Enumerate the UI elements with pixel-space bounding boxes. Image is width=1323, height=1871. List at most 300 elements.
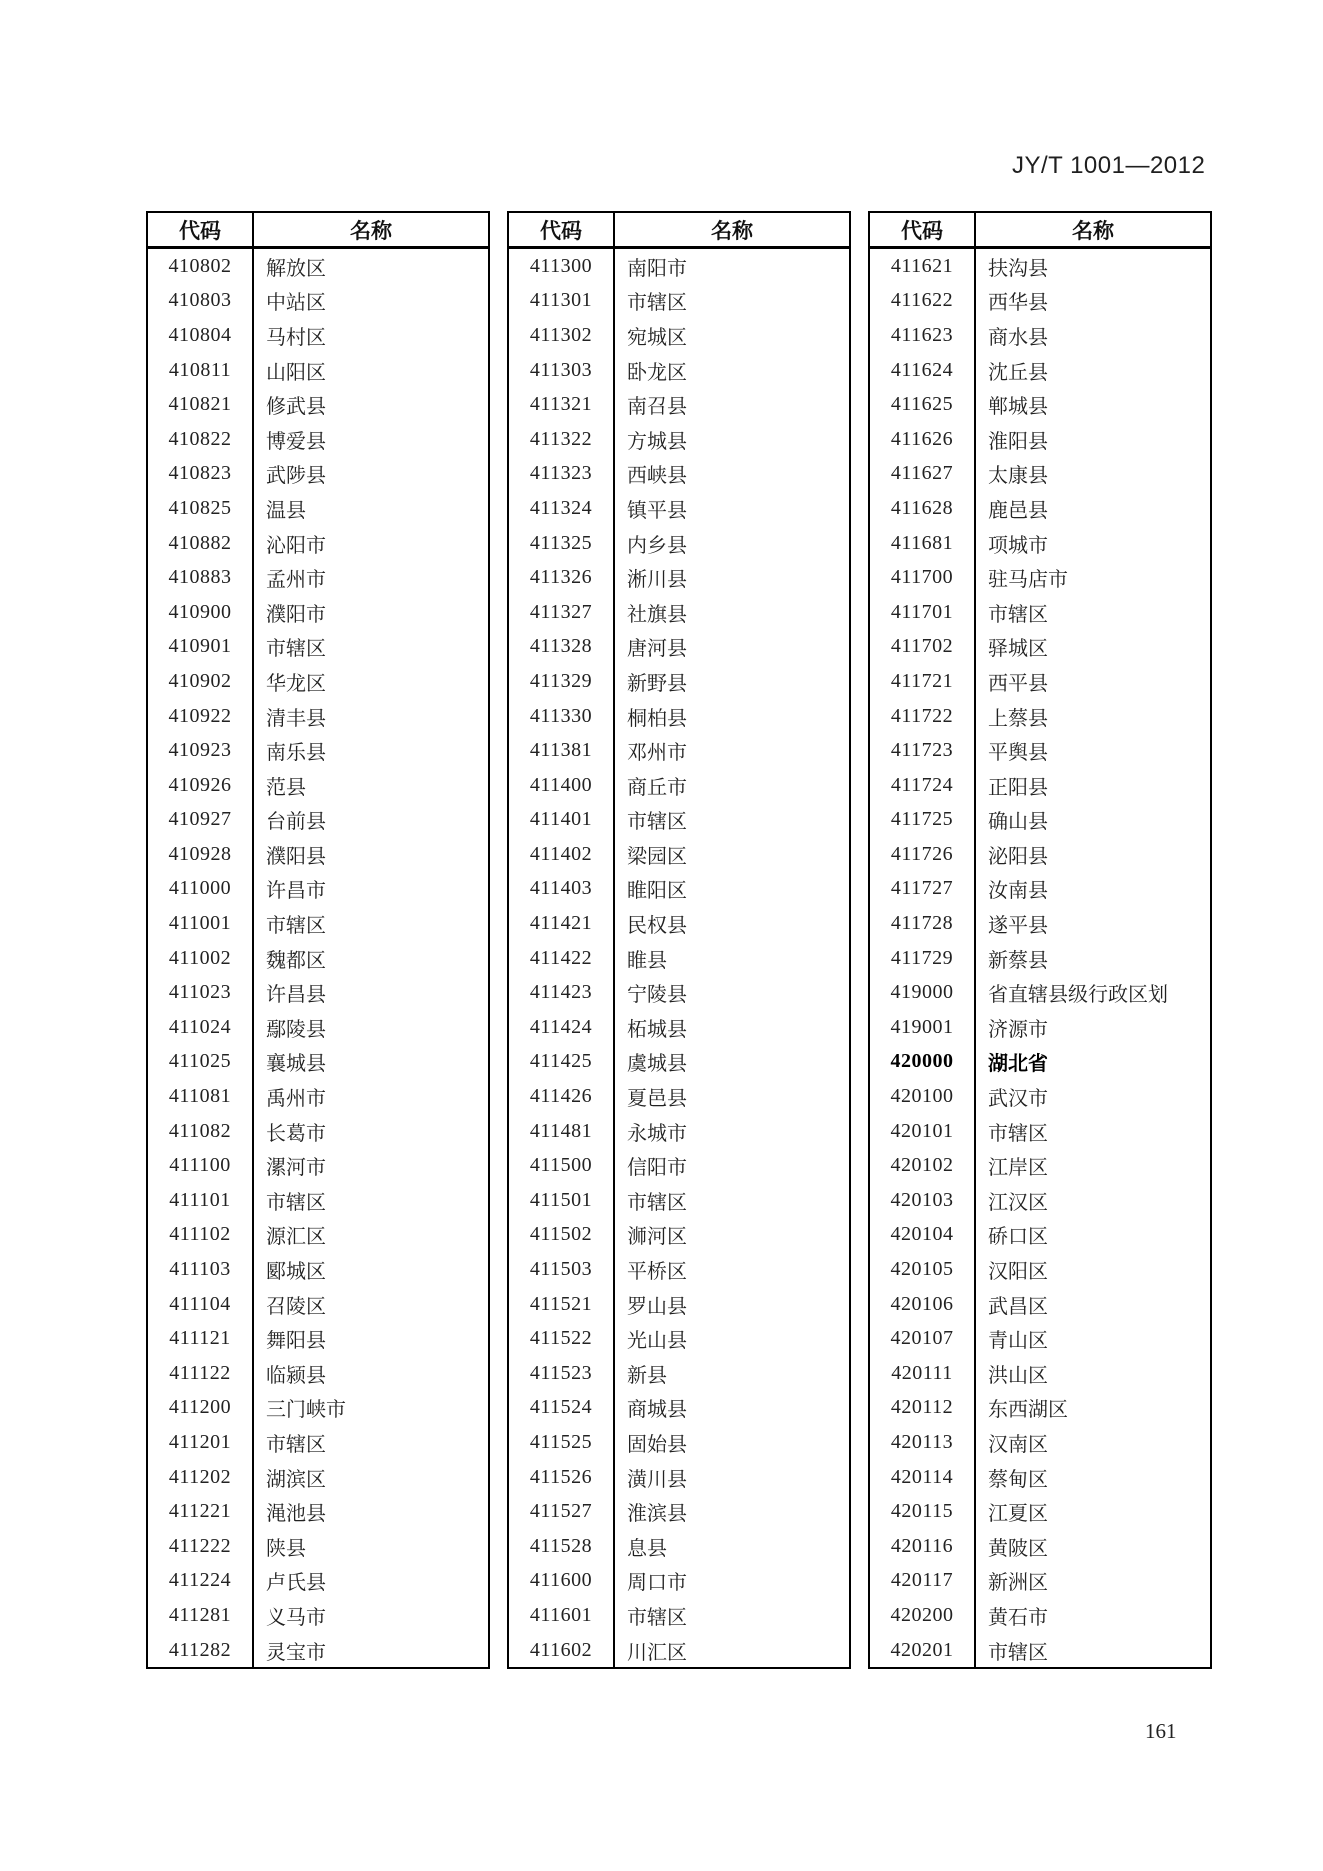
row-name: 灵宝市 [266,1641,326,1664]
row-name: 桐柏县 [627,707,687,730]
row-name: 许昌市 [266,880,326,903]
row-code: 420200 [870,1598,976,1633]
table-row [509,1183,849,1218]
table-header-row [148,213,488,249]
row-name: 新县 [627,1364,667,1387]
table-row [509,1010,849,1045]
row-code: 420105 [870,1252,976,1287]
row-code: 411502 [509,1218,615,1253]
row-code: 410927 [148,803,254,838]
row-name: 山阳区 [266,361,326,384]
table-row [509,1633,849,1668]
table-row [148,1425,488,1460]
table-row [148,1321,488,1356]
row-code: 411727 [870,872,976,907]
row-name: 市辖区 [988,1641,1048,1664]
row-name: 息县 [627,1537,667,1560]
row-code: 410882 [148,526,254,561]
row-name: 平桥区 [627,1261,687,1284]
table-body [870,249,1210,1667]
name-column-header: 名称 [350,219,392,243]
row-code: 411403 [509,872,615,907]
row-code: 411323 [509,457,615,492]
row-name: 罗山县 [627,1295,687,1318]
row-name: 平舆县 [988,742,1048,765]
table-row [870,1148,1210,1183]
table-row [509,733,849,768]
code-table-3 [868,211,1212,1669]
row-name: 固始县 [627,1433,687,1456]
page-number: 161 [1145,1719,1177,1743]
table-row [870,1079,1210,1114]
table-row [870,1564,1210,1599]
table-row [509,1287,849,1322]
table-row [870,1321,1210,1356]
row-name: 方城县 [627,430,687,453]
row-name: 卧龙区 [627,361,687,384]
row-code: 411100 [148,1148,254,1183]
name-column-header: 名称 [1072,219,1114,243]
row-name: 新野县 [627,672,687,695]
row-name: 虞城县 [627,1053,687,1076]
table-row [870,872,1210,907]
table-row [870,1425,1210,1460]
row-name: 濮阳市 [266,603,326,626]
code-column-header: 代码 [870,213,976,246]
row-name: 蔡甸区 [988,1468,1048,1491]
row-code: 411423 [509,975,615,1010]
row-code: 420102 [870,1148,976,1183]
table-row [509,457,849,492]
row-name: 漯河市 [266,1157,326,1180]
row-name: 源汇区 [266,1226,326,1249]
row-name: 汉阳区 [988,1261,1048,1284]
table-row [509,284,849,319]
row-code: 410803 [148,284,254,319]
row-name: 台前县 [266,811,326,834]
row-code: 411503 [509,1252,615,1287]
row-code: 411381 [509,733,615,768]
table-row [148,353,488,388]
row-name: 修武县 [266,396,326,419]
table-row [870,768,1210,803]
row-name: 上蔡县 [988,707,1048,730]
table-row [148,422,488,457]
row-name: 汉南区 [988,1433,1048,1456]
table-row [870,1045,1210,1080]
row-code: 411102 [148,1218,254,1253]
row-name: 市辖区 [627,292,687,315]
row-code: 411728 [870,906,976,941]
row-name: 孟州市 [266,569,326,592]
row-name: 柘城县 [627,1018,687,1041]
code-table-1 [146,211,490,1669]
row-code: 410928 [148,837,254,872]
table-row [870,284,1210,319]
row-name: 马村区 [266,326,326,349]
table-row [870,1183,1210,1218]
row-code: 411624 [870,353,976,388]
table-row [509,1252,849,1287]
row-name: 社旗县 [627,603,687,626]
table-row [148,941,488,976]
table-row [148,1148,488,1183]
row-code: 411103 [148,1252,254,1287]
row-name: 宛城区 [627,326,687,349]
row-code: 411300 [509,249,615,284]
table-row [148,595,488,630]
table-row [148,906,488,941]
row-code: 420100 [870,1079,976,1114]
row-code: 411122 [148,1356,254,1391]
table-row [509,872,849,907]
row-code: 410802 [148,249,254,284]
row-name: 南乐县 [266,742,326,765]
table-row [870,595,1210,630]
row-name: 召陵区 [266,1295,326,1318]
row-code: 410901 [148,630,254,665]
row-code: 411602 [509,1633,615,1668]
table-row [870,1010,1210,1045]
row-name: 卢氏县 [266,1572,326,1595]
row-name: 睢县 [627,949,667,972]
row-code: 411523 [509,1356,615,1391]
table-row [148,1598,488,1633]
row-code: 411303 [509,353,615,388]
table-row [148,560,488,595]
table-row [509,1425,849,1460]
table-row [148,1183,488,1218]
row-name: 商水县 [988,326,1048,349]
table-row [870,1460,1210,1495]
row-name: 遂平县 [988,915,1048,938]
row-code: 411224 [148,1564,254,1599]
row-code: 420104 [870,1218,976,1253]
row-code: 411426 [509,1079,615,1114]
row-name: 濮阳县 [266,845,326,868]
row-code: 411527 [509,1494,615,1529]
row-code: 411729 [870,941,976,976]
row-code: 411425 [509,1045,615,1080]
row-name: 东西湖区 [988,1399,1068,1422]
row-name: 沁阳市 [266,534,326,557]
row-name: 市辖区 [266,1191,326,1214]
table-row [870,1598,1210,1633]
row-code: 420106 [870,1287,976,1322]
row-code: 411221 [148,1494,254,1529]
table-row [148,1252,488,1287]
row-name: 临颍县 [266,1364,326,1387]
table-row [148,1564,488,1599]
row-name: 舞阳县 [266,1330,326,1353]
row-name: 禹州市 [266,1088,326,1111]
row-name: 市辖区 [627,1606,687,1629]
row-code: 411601 [509,1598,615,1633]
row-code: 411082 [148,1114,254,1149]
row-name: 湖滨区 [266,1468,326,1491]
table-row [870,1529,1210,1564]
table-row [509,1494,849,1529]
table-row [148,387,488,422]
row-code: 411222 [148,1529,254,1564]
table-row [509,975,849,1010]
row-name: 华龙区 [266,672,326,695]
row-name: 江岸区 [988,1157,1048,1180]
standard-number: JY/T 1001—2012 [1012,152,1206,179]
table-row [148,1460,488,1495]
row-code: 411325 [509,526,615,561]
row-name: 市辖区 [988,603,1048,626]
table-row [509,906,849,941]
table-row [148,491,488,526]
row-name: 范县 [266,776,306,799]
row-name: 镇平县 [627,499,687,522]
table-row [509,560,849,595]
table-row [870,837,1210,872]
row-name: 鄢陵县 [266,1018,326,1041]
row-name: 永城市 [627,1122,687,1145]
row-name: 鹿邑县 [988,499,1048,522]
row-name: 武昌区 [988,1295,1048,1318]
table-row [509,699,849,734]
row-code: 420107 [870,1321,976,1356]
row-name: 驻马店市 [988,569,1068,592]
table-row [148,1114,488,1149]
table-row [870,906,1210,941]
row-code: 410823 [148,457,254,492]
table-row [870,1391,1210,1426]
row-code: 411421 [509,906,615,941]
row-name: 武汉市 [988,1088,1048,1111]
row-name: 新洲区 [988,1572,1048,1595]
row-name: 三门峡市 [266,1399,346,1422]
row-code: 411481 [509,1114,615,1149]
table-row [148,1356,488,1391]
row-code: 411281 [148,1598,254,1633]
row-code: 410825 [148,491,254,526]
table-row [870,491,1210,526]
table-row [509,1045,849,1080]
row-name: 太康县 [988,465,1048,488]
tables-container [146,211,1212,1669]
row-name: 江夏区 [988,1503,1048,1526]
row-name: 信阳市 [627,1157,687,1180]
table-row [509,768,849,803]
table-row [870,1494,1210,1529]
row-code: 411701 [870,595,976,630]
table-row [509,1114,849,1149]
row-name: 睢阳区 [627,880,687,903]
row-code: 411301 [509,284,615,319]
row-code: 419001 [870,1010,976,1045]
row-name: 市辖区 [627,811,687,834]
table-row [148,872,488,907]
table-row [509,803,849,838]
row-code: 411282 [148,1633,254,1668]
row-name: 长葛市 [266,1122,326,1145]
row-code: 411023 [148,975,254,1010]
row-name: 义马市 [266,1606,326,1629]
table-body [509,249,849,1667]
row-code: 411121 [148,1321,254,1356]
table-row [148,1391,488,1426]
row-code: 411025 [148,1045,254,1080]
row-name: 南阳市 [627,257,687,280]
table-row [148,457,488,492]
row-code: 420113 [870,1425,976,1460]
row-code: 411024 [148,1010,254,1045]
table-row [148,768,488,803]
row-code: 411722 [870,699,976,734]
row-name: 市辖区 [266,915,326,938]
row-code: 411600 [509,1564,615,1599]
row-name: 汝南县 [988,880,1048,903]
row-name: 商城县 [627,1399,687,1422]
row-code: 411522 [509,1321,615,1356]
row-name: 黄陂区 [988,1537,1048,1560]
row-code: 410900 [148,595,254,630]
row-name: 南召县 [627,396,687,419]
table-row [148,1079,488,1114]
table-row [509,422,849,457]
row-code: 410822 [148,422,254,457]
table-row [870,1218,1210,1253]
table-row [148,1218,488,1253]
row-name: 省直辖县级行政区划 [988,984,1168,1007]
table-header-row [509,213,849,249]
row-code: 420101 [870,1114,976,1149]
table-row [148,664,488,699]
row-name: 唐河县 [627,638,687,661]
table-row [870,699,1210,734]
row-code: 410923 [148,733,254,768]
table-row [870,1114,1210,1149]
row-name: 青山区 [988,1330,1048,1353]
row-code: 411202 [148,1460,254,1495]
row-name: 市辖区 [988,1122,1048,1145]
row-name: 邓州市 [627,742,687,765]
row-code: 420117 [870,1564,976,1599]
row-name: 中站区 [266,292,326,315]
table-row [148,837,488,872]
table-row [509,1529,849,1564]
table-row [148,1287,488,1322]
table-row [148,630,488,665]
row-code: 411621 [870,249,976,284]
table-row [148,318,488,353]
row-name: 淮阳县 [988,430,1048,453]
table-row [509,1598,849,1633]
row-code: 411000 [148,872,254,907]
table-row [148,1633,488,1668]
row-code: 411625 [870,387,976,422]
table-row [870,1287,1210,1322]
table-row [509,1148,849,1183]
table-row [870,1356,1210,1391]
table-row [148,1045,488,1080]
table-row [870,457,1210,492]
row-code: 410926 [148,768,254,803]
table-row [870,630,1210,665]
table-row [870,1252,1210,1287]
table-row [148,1494,488,1529]
row-code: 420112 [870,1391,976,1426]
row-code: 411700 [870,560,976,595]
row-name: 黄石市 [988,1606,1048,1629]
table-row [509,1391,849,1426]
row-code: 411628 [870,491,976,526]
row-name: 渑池县 [266,1503,326,1526]
row-name: 驿城区 [988,638,1048,661]
row-code: 411081 [148,1079,254,1114]
row-code: 411524 [509,1391,615,1426]
row-code: 410811 [148,353,254,388]
row-code: 420116 [870,1529,976,1564]
table-row [509,837,849,872]
row-name: 市辖区 [266,638,326,661]
row-code: 411401 [509,803,615,838]
row-name: 泌阳县 [988,845,1048,868]
row-name: 浉河区 [627,1226,687,1249]
row-name: 江汉区 [988,1191,1048,1214]
row-name: 商丘市 [627,776,687,799]
row-code: 411402 [509,837,615,872]
row-name: 许昌县 [266,984,326,1007]
table-row [509,491,849,526]
row-code: 411726 [870,837,976,872]
row-code: 411526 [509,1460,615,1495]
table-row [509,1218,849,1253]
row-code: 411681 [870,526,976,561]
row-name: 解放区 [266,257,326,280]
row-code: 411626 [870,422,976,457]
table-row [148,526,488,561]
row-name: 博爱县 [266,430,326,453]
row-code: 411721 [870,664,976,699]
table-row [148,733,488,768]
row-name: 夏邑县 [627,1088,687,1111]
row-code: 411302 [509,318,615,353]
code-column-header: 代码 [509,213,615,246]
row-name: 武陟县 [266,465,326,488]
table-row [509,318,849,353]
table-row [509,1564,849,1599]
table-row [509,664,849,699]
row-name: 硚口区 [988,1226,1048,1249]
table-row [870,803,1210,838]
row-code: 411001 [148,906,254,941]
row-name: 襄城县 [266,1053,326,1076]
table-row [509,1356,849,1391]
row-name: 西华县 [988,292,1048,315]
row-code: 411623 [870,318,976,353]
row-code: 411724 [870,768,976,803]
row-name: 魏都区 [266,949,326,972]
row-code: 411321 [509,387,615,422]
table-row [870,422,1210,457]
row-name: 湖北省 [988,1053,1048,1076]
table-header-row [870,213,1210,249]
row-name: 内乡县 [627,534,687,557]
row-code: 411201 [148,1425,254,1460]
row-code: 411528 [509,1529,615,1564]
row-name: 淮滨县 [627,1503,687,1526]
row-code: 411002 [148,941,254,976]
row-name: 光山县 [627,1330,687,1353]
row-code: 411500 [509,1148,615,1183]
row-code: 411324 [509,491,615,526]
row-name: 民权县 [627,915,687,938]
